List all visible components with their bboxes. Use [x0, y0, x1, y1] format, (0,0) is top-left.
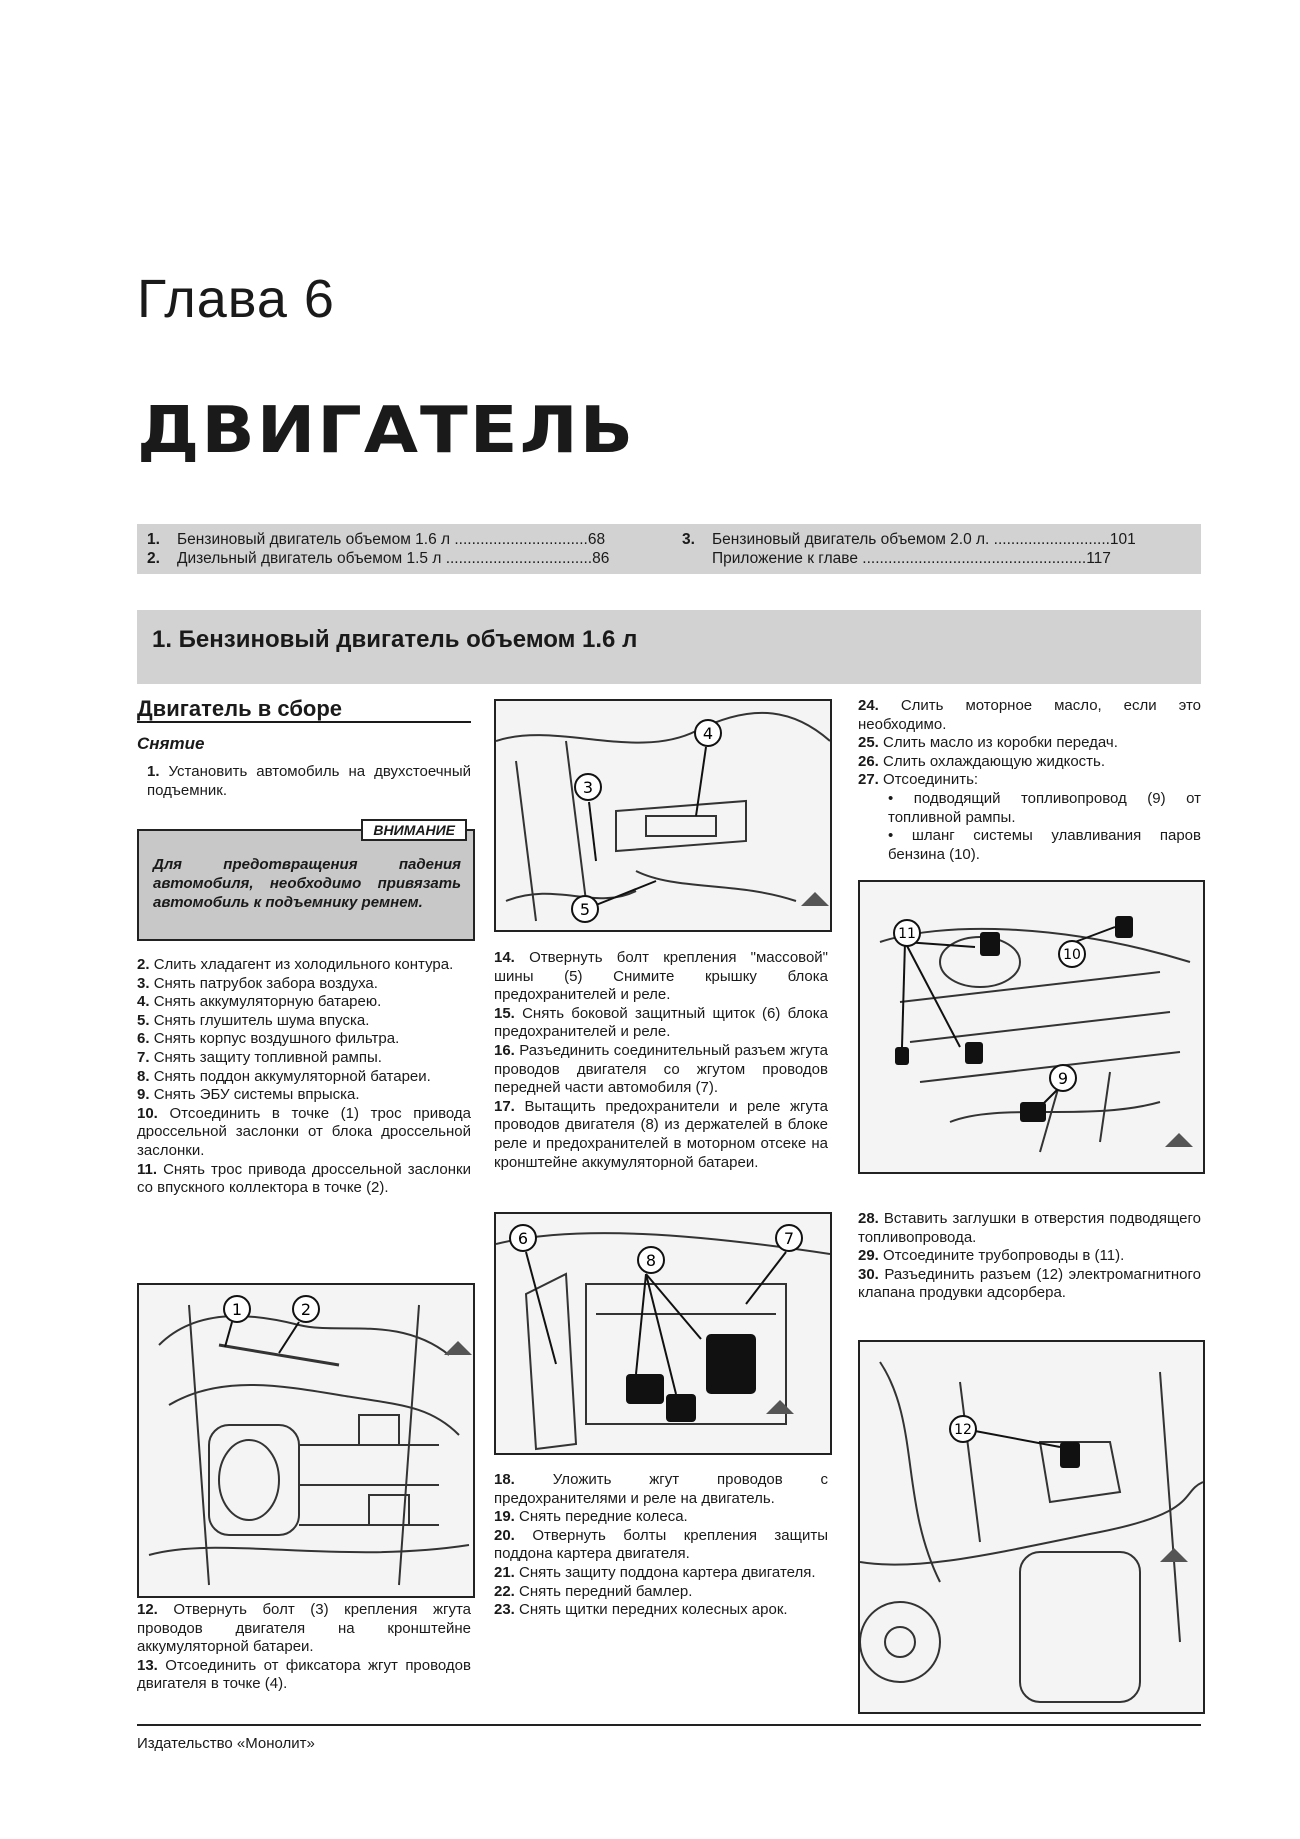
- step-5: 5. Снять глушитель шума впуска.: [137, 1011, 370, 1029]
- column-1-bottom-steps: [137, 1601, 471, 1694]
- callout-2: [293, 1296, 319, 1322]
- step-28: 28. Вставить заглушки в отверстия подводящего топливопровода.: [858, 1210, 1202, 1246]
- step-21: 21. Снять защиту поддона картера двигателя.: [494, 1563, 816, 1581]
- subsection-title: Двигатель в сборе: [137, 696, 343, 721]
- warning-box: [137, 822, 475, 941]
- engine-figure-fuel-lines: [858, 880, 1205, 1174]
- publisher-logo-icon: [766, 1400, 794, 1414]
- svg-text:6: 6: [517, 1229, 529, 1248]
- step-22: 22. Снять передний бамлер.: [494, 1582, 693, 1600]
- warning-text: Для предотвращения падения автомобиля, необходимо привязать автомобиль к подъемнику ремнем.: [153, 856, 461, 911]
- contents-number: [682, 549, 712, 568]
- svg-text:1: 1: [231, 1300, 243, 1319]
- svg-text:9: 9: [1057, 1069, 1069, 1088]
- callout-11: [894, 920, 920, 946]
- step-2: 2. Слить хладагент из холодильного контура.: [137, 956, 454, 973]
- chapter-contents: [137, 524, 1201, 574]
- step-1: 1. Установить автомобиль на двухстоечный подъемник.: [147, 763, 471, 799]
- contents-entry[interactable]: [682, 549, 1190, 568]
- step-24: 24. Слить моторное масло, если это необходимо.: [858, 697, 1201, 733]
- engine-figure-wiring-bolt: [494, 699, 832, 932]
- step-10: 10. Отсоединить в точке (1) трос привода дроссельной заслонки от блока дроссельной заслонки.: [137, 1104, 471, 1159]
- callout-1: [224, 1296, 250, 1322]
- svg-text:10: 10: [1063, 947, 1081, 963]
- contents-number: 3.: [682, 531, 695, 548]
- step-11: 11. Снять трос привода дроссельной заслонки со впускного коллектора в точке (2).: [137, 1160, 472, 1197]
- contents-number: 2.: [147, 550, 160, 567]
- publisher-logo-icon: [1165, 1133, 1193, 1147]
- callout-7: [776, 1225, 802, 1251]
- callout-6: [510, 1225, 536, 1251]
- engine-illustration: [139, 1285, 473, 1596]
- step-13: 13. Отсоединить от фиксатора жгут проводов двигателя в точке (4).: [137, 1656, 471, 1693]
- contents-column-left: [147, 530, 647, 568]
- engine-figure-canister-valve: [858, 1340, 1205, 1714]
- step-20: 20. Отвернуть болты крепления защиты поддона картера двигателя.: [494, 1526, 828, 1563]
- callout-3: [575, 774, 601, 800]
- svg-text:4: 4: [702, 724, 714, 743]
- step-17: 17. Вытащить предохранители и реле жгута проводов двигателя (8) из держателей в блоке реле и предохранителей в моторном отсеке на кронштейне аккумуляторной батареи.: [494, 1097, 828, 1171]
- column-2-bottom-steps: [494, 1471, 828, 1620]
- footer-divider: [137, 1724, 1201, 1726]
- warning-label: ВНИМАНИЕ: [361, 819, 467, 841]
- callout-8: [638, 1247, 664, 1273]
- svg-text:3: 3: [582, 778, 594, 797]
- step-27: 27. Отсоединить:: [858, 771, 979, 789]
- chapter-label: Глава 6: [137, 269, 335, 329]
- step-9: 9. Снять ЭБУ системы впрыска.: [137, 1086, 360, 1104]
- contents-text: Бензиновый двигатель объемом 1.6 л ...............................68: [177, 531, 606, 548]
- svg-text:11: 11: [898, 926, 916, 942]
- subsubsection-title: Снятие: [137, 733, 205, 753]
- contents-column-right: [682, 530, 1190, 568]
- publisher-footer: Издательство «Монолит»: [137, 1735, 315, 1752]
- step-26: 26. Слить охлаждающую жидкость.: [858, 752, 1106, 770]
- svg-text:7: 7: [783, 1229, 795, 1248]
- engine-figure-relay-box: [494, 1212, 832, 1455]
- step-19: 19. Снять передние колеса.: [494, 1508, 688, 1526]
- section-header: [137, 610, 1201, 684]
- step-29: 29. Отсоедините трубопроводы в (11).: [858, 1247, 1125, 1265]
- column-3-steps: [858, 697, 1201, 864]
- step-8: 8. Снять поддон аккумуляторной батареи.: [137, 1067, 431, 1085]
- step-3: 3. Снять патрубок забора воздуха.: [137, 974, 378, 992]
- callout-9: [1050, 1065, 1076, 1091]
- contents-text: Дизельный двигатель объемом 1.5 л ..................................86: [177, 550, 610, 567]
- step-7: 7. Снять защиту топливной рампы.: [137, 1048, 382, 1066]
- step-23: 23. Снять щитки передних колесных арок.: [494, 1601, 788, 1619]
- step-18: 18. Уложить жгут проводов с предохранителями и реле на двигатель.: [494, 1471, 828, 1507]
- step-6: 6. Снять корпус воздушного фильтра.: [137, 1030, 400, 1048]
- callout-4: [695, 720, 721, 746]
- publisher-logo-icon: [1160, 1548, 1188, 1562]
- engine-illustration: [496, 701, 830, 930]
- step-27-item: • подводящий топливопровод (9) от топливной рампы.: [888, 789, 1201, 826]
- svg-text:8: 8: [645, 1251, 657, 1270]
- contents-text: Бензиновый двигатель объемом 2.0 л. ...........................101: [712, 531, 1136, 548]
- engine-illustration: [860, 882, 1203, 1172]
- section-title: 1. Бензиновый двигатель объемом 1.6 л: [152, 626, 638, 653]
- step-30: 30. Разъединить разъем (12) электромагнитного клапана продувки адсорбера.: [858, 1265, 1201, 1302]
- contents-entry[interactable]: [147, 549, 647, 568]
- contents-entry[interactable]: [147, 530, 647, 549]
- contents-number: 1.: [147, 531, 160, 548]
- svg-text:5: 5: [579, 900, 591, 919]
- subsection-heading: [137, 696, 471, 723]
- callout-5: [572, 896, 598, 922]
- chapter-title: ДВИГАТЕЛЬ: [137, 392, 636, 468]
- column-3-middle-steps: [858, 1210, 1201, 1303]
- step-16: 16. Разъединить соединительный разъем жгута проводов двигателя со жгутом проводов передней части автомобиля (7).: [494, 1041, 828, 1097]
- engine-illustration: [496, 1214, 830, 1453]
- engine-illustration: [860, 1342, 1203, 1712]
- contents-text: Приложение к главе ....................................................117: [712, 550, 1111, 567]
- column-2-steps: [494, 949, 828, 1172]
- svg-text:12: 12: [954, 1422, 972, 1438]
- column-1-steps: [137, 956, 471, 1198]
- step-12: 12. Отвернуть болт (3) крепления жгута проводов двигателя на кронштейне аккумуляторной батареи.: [137, 1601, 471, 1656]
- publisher-logo-icon: [444, 1341, 472, 1355]
- step-14: 14. Отвернуть болт крепления "массовой" шины (5) Снимите крышку блока предохранителей и реле.: [494, 949, 829, 1004]
- publisher-logo-icon: [801, 892, 829, 906]
- svg-text:2: 2: [300, 1300, 312, 1319]
- step-25: 25. Слить масло из коробки передач.: [858, 734, 1118, 752]
- step-27-item: • шланг системы улавливания паров бензина (10).: [888, 827, 1201, 863]
- step-15: 15. Снять боковой защитный щиток (6) блока предохранителей и реле.: [494, 1004, 828, 1041]
- step-4: 4. Снять аккумуляторную батарею.: [137, 993, 382, 1011]
- column-1-upper: [137, 696, 471, 800]
- callout-12: [950, 1416, 976, 1442]
- callout-10: [1059, 941, 1085, 967]
- engine-figure-throttle-cable: [137, 1283, 475, 1598]
- contents-entry[interactable]: [682, 530, 1190, 549]
